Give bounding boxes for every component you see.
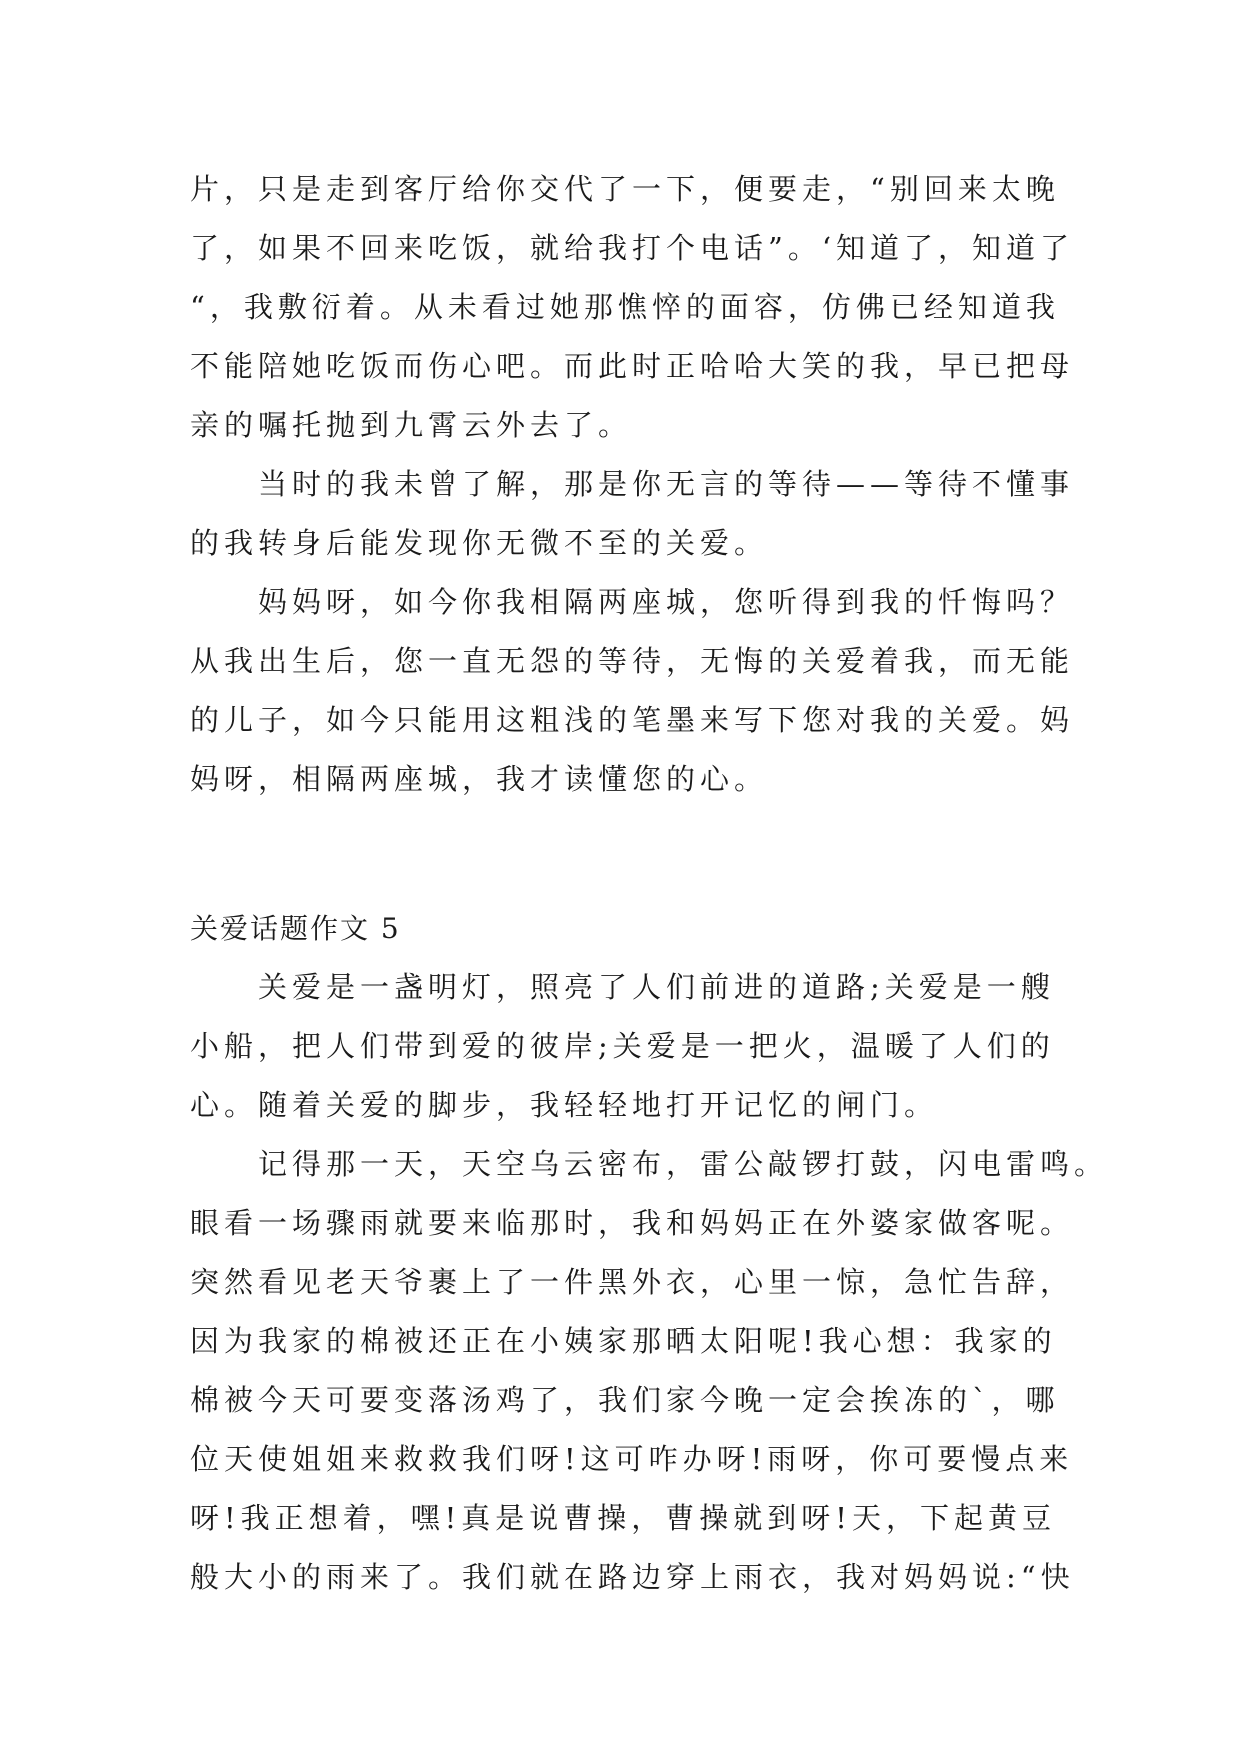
text-line: 了，如果不回来吃饭，就给我打个电话”。‘知道了，知道了 — [190, 231, 1075, 265]
text-line: 片，只是走到客厅给你交代了一下，便要走，“别回来太晚 — [190, 172, 1060, 206]
paragraph — [190, 958, 1055, 1135]
text-line: 从我出生后，您一直无怨的等待，无悔的关爱着我，而无能 — [190, 644, 1075, 678]
paragraph — [190, 573, 1075, 809]
text-line: 关爱是一盏明灯，照亮了人们前进的道路;关爱是一艘 — [258, 970, 1055, 1004]
text-line: 般大小的雨来了。我们就在路边穿上雨衣，我对妈妈说:“快 — [190, 1560, 1075, 1594]
text-line: 棉被今天可要变落汤鸡了，我们家今晚一定会挨冻的`，哪 — [190, 1383, 1060, 1417]
text-line: 眼看一场骤雨就要来临那时，我和妈妈正在外婆家做客呢。 — [190, 1206, 1075, 1240]
text-line: 妈呀，相隔两座城，我才读懂您的心。 — [190, 762, 769, 796]
text-line: 记得那一天，天空乌云密布，雷公敲锣打鼓，闪电雷鸣。 — [258, 1147, 1109, 1181]
text-line: 亲的嘱托抛到九霄云外去了。 — [190, 408, 633, 442]
text-line: “，我敷衍着。从未看过她那憔悴的面容，仿佛已经知道我 — [190, 290, 1060, 324]
text-line: 的儿子，如今只能用这粗浅的笔墨来写下您对我的关爱。妈 — [190, 703, 1075, 737]
text-line: 妈妈呀，如今你我相隔两座城，您听得到我的忏悔吗？ — [258, 585, 1075, 619]
document-page — [190, 160, 1109, 1607]
text-line: 的我转身后能发现你无微不至的关爱。 — [190, 526, 769, 560]
text-line: 位天使姐姐来救救我们呀!这可咋办呀!雨呀，你可要慢点来 — [190, 1442, 1074, 1476]
paragraph — [190, 160, 1075, 455]
text-line: 小船，把人们带到爱的彼岸;关爱是一把火，温暖了人们的 — [190, 1029, 1055, 1063]
paragraph — [190, 1135, 1109, 1607]
paragraph — [190, 455, 1075, 573]
section-heading: 关爱话题作文 5 — [190, 912, 401, 945]
text-line: 突然看见老天爷裹上了一件黑外衣，心里一惊，急忙告辞， — [190, 1265, 1075, 1299]
text-line: 不能陪她吃饭而伤心吧。而此时正哈哈大笑的我，早已把母 — [190, 349, 1075, 383]
text-line: 心。随着关爱的脚步，我轻轻地打开记忆的闸门。 — [190, 1088, 939, 1122]
text-line: 因为我家的棉被还正在小姨家那晒太阳呢!我心想：我家的 — [190, 1324, 1057, 1358]
text-line: 当时的我未曾了解，那是你无言的等待——等待不懂事 — [258, 467, 1075, 501]
text-line: 呀!我正想着，嘿!真是说曹操，曹操就到呀!天，下起黄豆 — [190, 1501, 1056, 1535]
